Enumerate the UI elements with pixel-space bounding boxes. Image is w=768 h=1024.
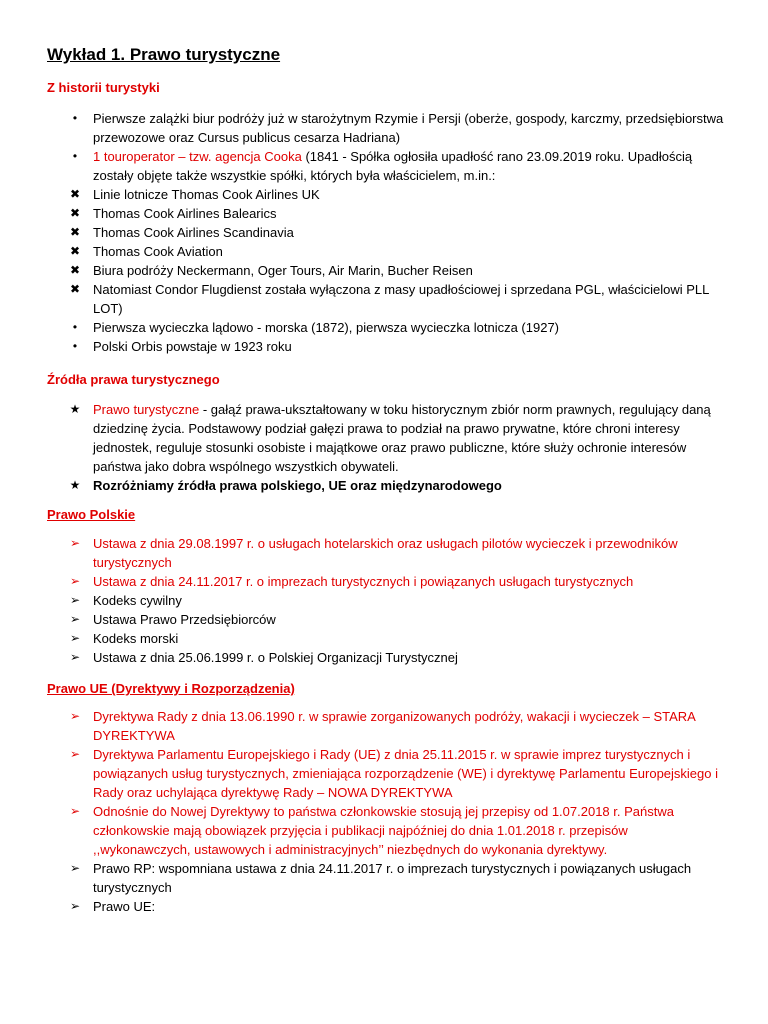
list-item: [0, 707, 768, 745]
list-item: [0, 648, 768, 667]
highlighted-text: Ustawa z dnia 29.08.1997 r. o usługach hotelarskich oraz usługach pilotów wycieczek i przewodników turystycznych: [93, 536, 678, 570]
highlighted-text: Odnośnie do Nowej Dyrektywy to państwa członkowskie stosują jej przepisy od 1.07.2018 r. Państwa członkowskie mają obowiązek przyjęcia i publikacji najpóźniej do dnia 1.01.2018 r. przepisów ,,wykonawczych, ustawowych i administracyjnych’’ niezbędnych do wykonania dyrektywy.: [93, 804, 674, 857]
arrow-bullet-icon: ➢: [69, 650, 81, 664]
list-item: [0, 185, 768, 204]
item-text: Natomiast Condor Flugdienst została wyłączona z masy upadłościowej i sprzedana PGL, właścicielowi PLL LOT): [93, 282, 709, 316]
cross-bullet-icon: ✖: [69, 187, 81, 201]
item-text: Kodeks cywilny: [93, 593, 182, 608]
bold-text: Rozróżniamy źródła prawa polskiego, UE oraz międzynarodowego: [93, 478, 502, 493]
section-heading-polish-law: Prawo Polskie: [47, 507, 136, 522]
item-text: Prawo UE:: [93, 899, 156, 914]
arrow-bullet-icon: ➢: [69, 612, 81, 626]
highlighted-text: 1 touroperator – tzw. agencja Cooka: [93, 149, 302, 164]
item-text: Pierwsze zalążki biur podróży już w starożytnym Rzymie i Persji (oberże, gospody, karczmy, przedsiębiorstwa przewozowe oraz Cursus publicus cesarza Hadriana): [93, 111, 724, 145]
list-sources: [0, 400, 768, 495]
list-item: [0, 629, 768, 648]
highlighted-text: Ustawa z dnia 24.11.2017 r. o imprezach turystycznych i powiązanych usługach turystycznych: [93, 574, 634, 589]
item-text: Ustawa Prawo Przedsiębiorców: [93, 612, 276, 627]
list-item: [0, 400, 768, 476]
list-item: [0, 337, 768, 356]
list-item: [0, 859, 768, 897]
list-polish-law: [0, 534, 768, 667]
page-title: Wykład 1. Prawo turystyczne: [47, 45, 281, 64]
arrow-bullet-icon: ➢: [69, 536, 81, 550]
bullet-icon: •: [72, 111, 78, 125]
arrow-bullet-icon: ➢: [69, 709, 81, 723]
list-item: [0, 802, 768, 859]
item-text: - gałąź prawa-ukształtowany w toku historycznym zbiór norm prawnych, regulujący daną dziedzinę życia. Podstawowy podział gałęzi prawa to podział na prawo prywatne, które chroni interesy jednostek, reguluje stosunki osobiste i majątkowe oraz prawo publiczne, które służy ochronie interesów państwa jako dobra wspólnego wszystkich obywateli.: [93, 402, 711, 474]
arrow-bullet-icon: ➢: [69, 804, 81, 818]
list-item: [0, 897, 768, 916]
section-heading-eu-law: Prawo UE (Dyrektywy i Rozporządzenia): [47, 681, 295, 696]
list-item: [0, 204, 768, 223]
arrow-bullet-icon: ➢: [69, 574, 81, 588]
item-text: Pierwsza wycieczka lądowo - morska (1872), pierwsza wycieczka lotnicza (1927): [93, 320, 560, 335]
bullet-icon: •: [72, 149, 78, 163]
star-bullet-icon: ★: [69, 478, 81, 492]
highlighted-text: Dyrektywa Parlamentu Europejskiego i Rady (UE) z dnia 25.11.2015 r. w sprawie imprez turystycznych i powiązanych usług turystycznych, zmieniająca rozporządzenie (WE) i dyrektywę Parlamentu Europejskiego i Rady oraz uchylająca dyrektywę Rady – NOWA DYREKTYWA: [93, 747, 718, 800]
list-item: [0, 242, 768, 261]
item-text: Biura podróży Neckermann, Oger Tours, Air Marin, Bucher Reisen: [93, 263, 473, 278]
item-text: Thomas Cook Airlines Scandinavia: [93, 225, 294, 240]
list-item: [0, 261, 768, 280]
cross-bullet-icon: ✖: [69, 263, 81, 277]
arrow-bullet-icon: ➢: [69, 631, 81, 645]
highlighted-text: Prawo turystyczne: [93, 402, 200, 417]
list-item: [0, 476, 768, 495]
list-item: [0, 109, 768, 147]
item-text: Ustawa z dnia 25.06.1999 r. o Polskiej Organizacji Turystycznej: [93, 650, 458, 665]
list-item: [0, 534, 768, 572]
highlighted-text: Dyrektywa Rady z dnia 13.06.1990 r. w sprawie zorganizowanych podróży, wakacji i wycieczek – STARA DYREKTYWA: [93, 709, 696, 743]
list-item: [0, 745, 768, 802]
cross-bullet-icon: ✖: [69, 244, 81, 258]
list-item: [0, 223, 768, 242]
list-eu-law: [0, 707, 768, 916]
item-text: Kodeks morski: [93, 631, 179, 646]
bullet-icon: •: [72, 339, 78, 353]
arrow-bullet-icon: ➢: [69, 861, 81, 875]
bullet-icon: •: [72, 320, 78, 334]
list-item: [0, 572, 768, 591]
item-text: Polski Orbis powstaje w 1923 roku: [93, 339, 292, 354]
cross-bullet-icon: ✖: [69, 206, 81, 220]
section-heading-sources: Źródła prawa turystycznego: [47, 372, 220, 387]
list-item: [0, 147, 768, 185]
arrow-bullet-icon: ➢: [69, 747, 81, 761]
section-heading-history: Z historii turystyki: [47, 80, 160, 95]
item-text: Linie lotnicze Thomas Cook Airlines UK: [93, 187, 320, 202]
list-item: [0, 318, 768, 337]
list-item: [0, 591, 768, 610]
cross-bullet-icon: ✖: [69, 282, 81, 296]
star-bullet-icon: ★: [69, 402, 81, 416]
item-text: Thomas Cook Aviation: [93, 244, 223, 259]
item-text: Prawo RP: wspomniana ustawa z dnia 24.11.2017 r. o imprezach turystycznych i powiązanych usługach turystycznych: [93, 861, 692, 895]
arrow-bullet-icon: ➢: [69, 899, 81, 913]
item-text: Thomas Cook Airlines Balearics: [93, 206, 277, 221]
cross-bullet-icon: ✖: [69, 225, 81, 239]
list-history: [0, 109, 768, 356]
list-item: [0, 610, 768, 629]
arrow-bullet-icon: ➢: [69, 593, 81, 607]
list-item: [0, 280, 768, 318]
item-text: (1841 - Spółka ogłosiła upadłość rano 23.09.2019 roku. Upadłością zostały objęte także wszystkie spółki, których była właścicielem, m.in.:: [93, 149, 693, 183]
